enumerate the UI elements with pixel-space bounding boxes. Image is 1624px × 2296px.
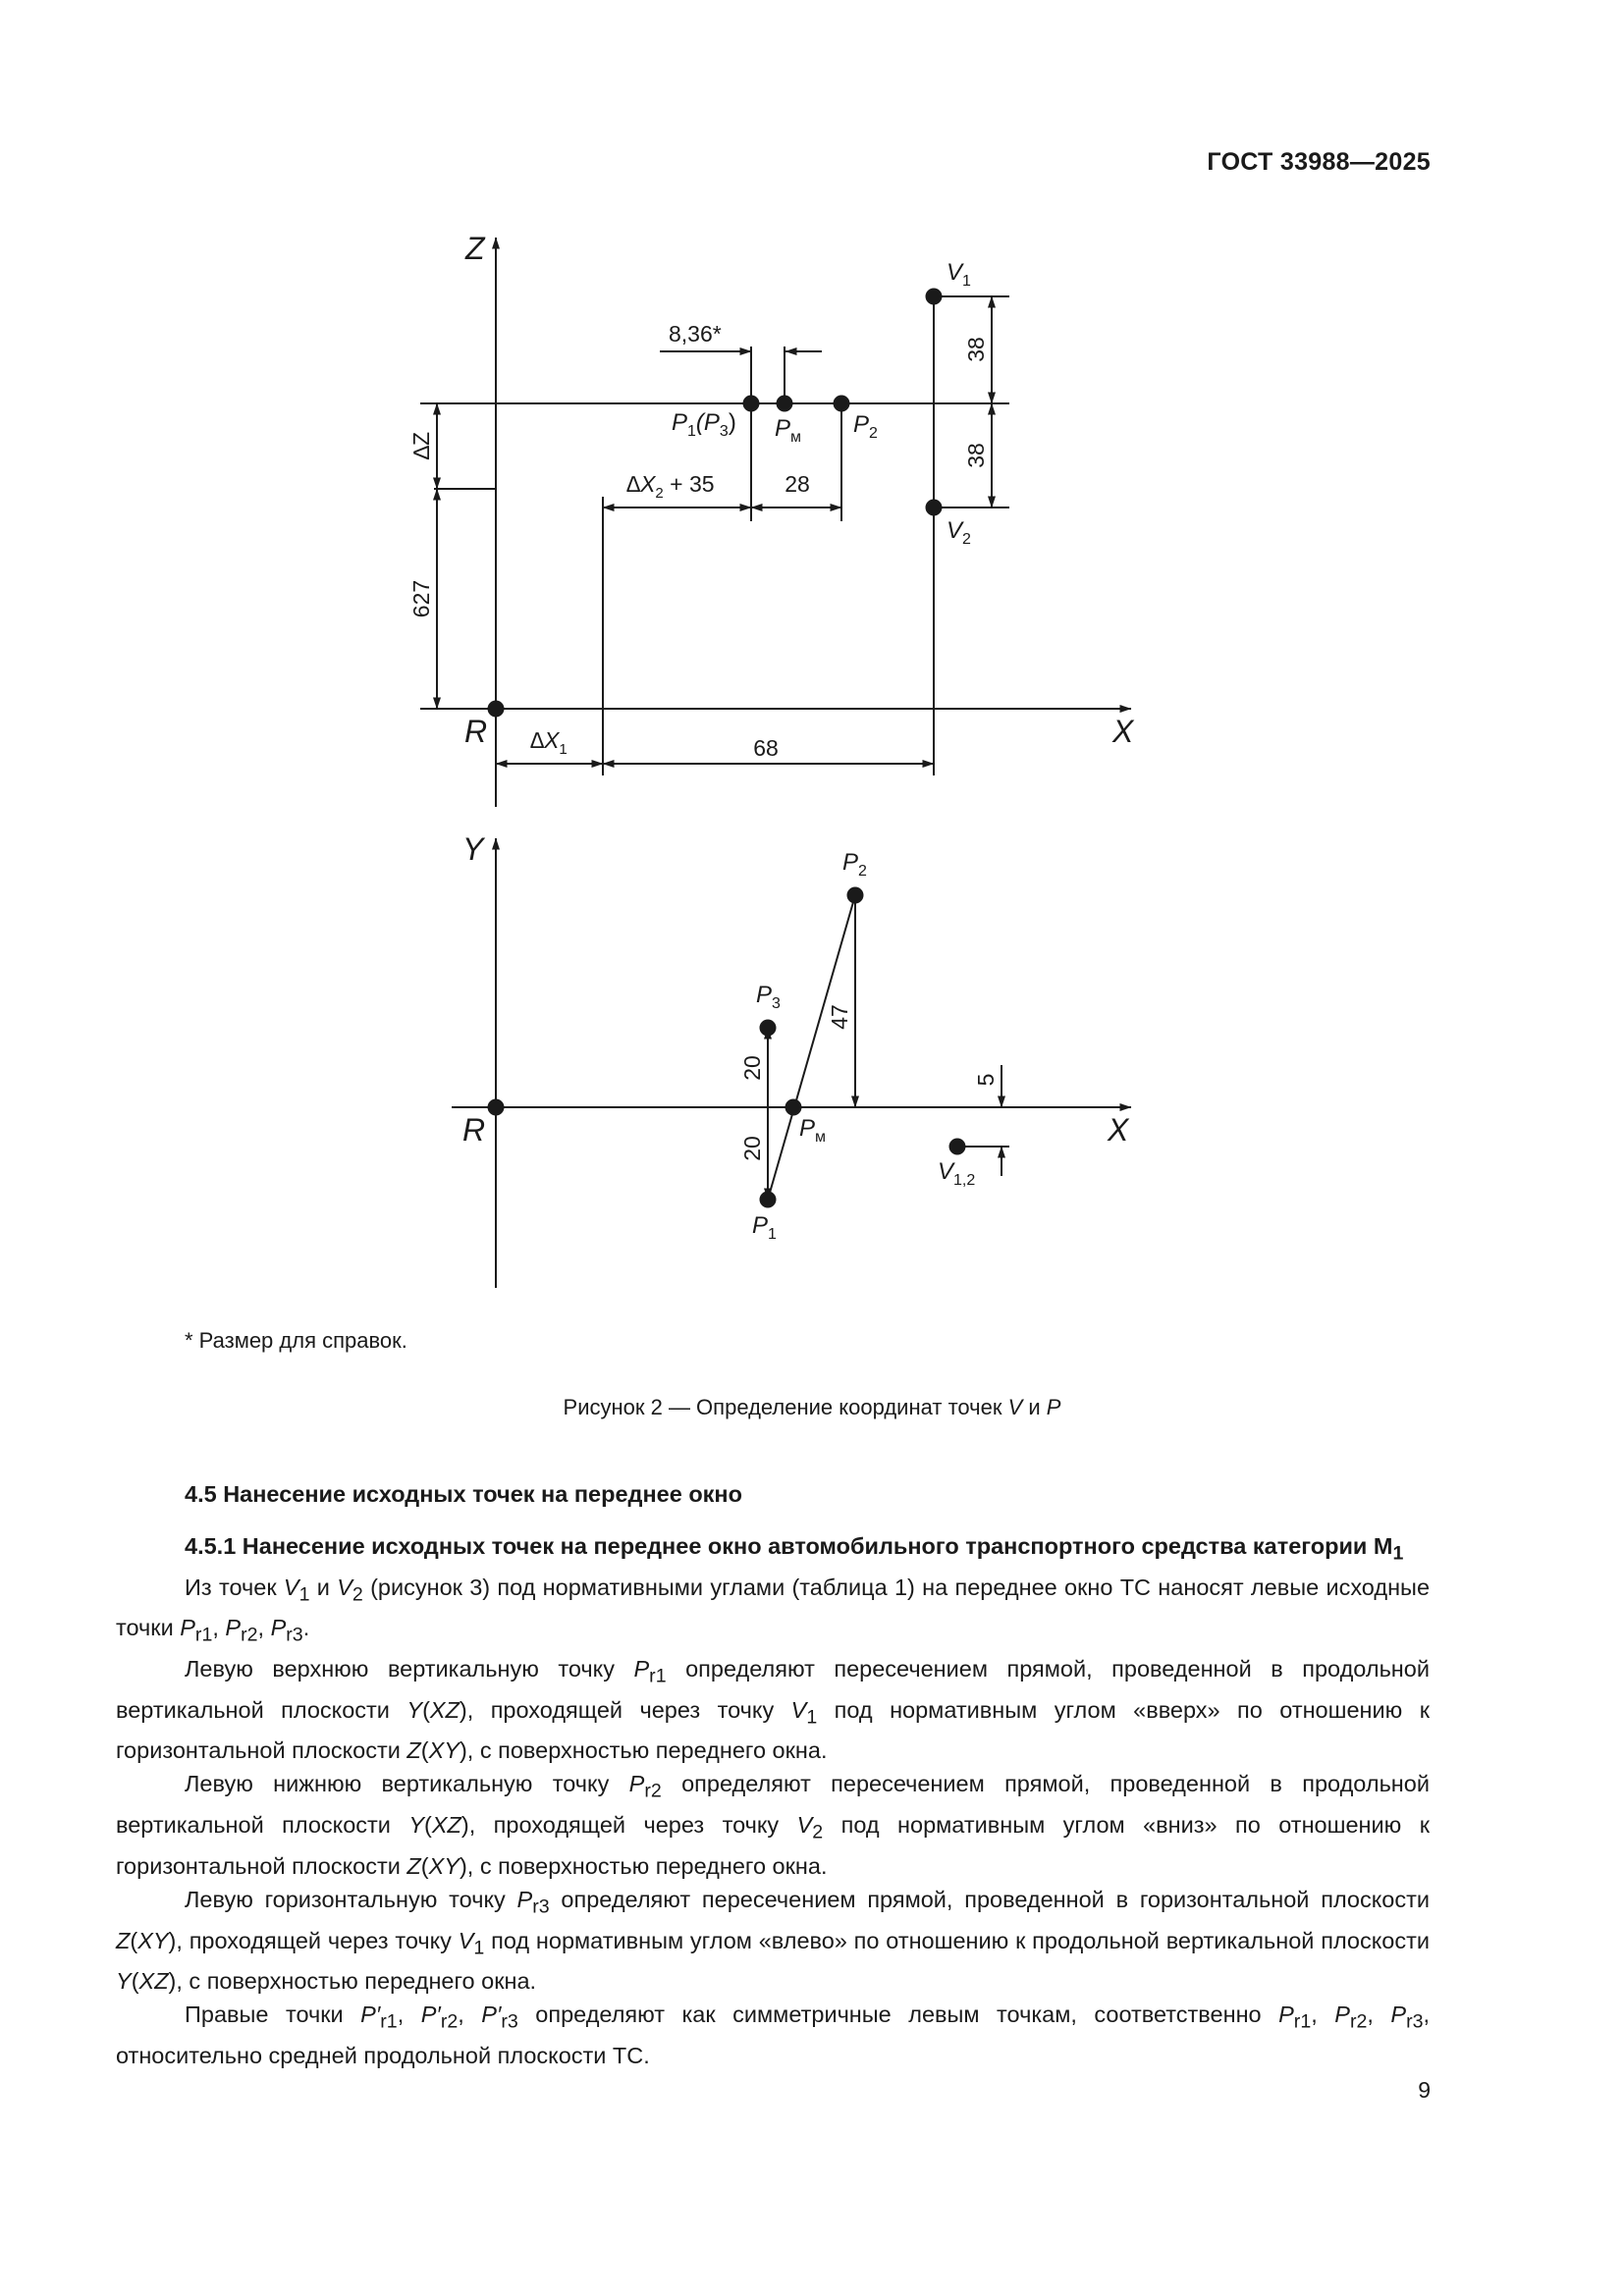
paragraph-3 — [116, 1767, 1430, 1882]
text-run: . — [302, 1615, 310, 1641]
dim-delta-x2: $\Delta X_2 + 35$ — [626, 471, 715, 502]
label-z: Z — [465, 231, 485, 266]
symbol: Z — [406, 1737, 421, 1764]
symbol: XZ — [138, 1968, 169, 1995]
text-run: (рисунок 3) под нормативными углами (таблица 1) на переднее окно ТС наносят левые исходные точки — [116, 1574, 1431, 1641]
subscript: r3 — [286, 1625, 303, 1647]
symbol: P′ — [420, 2002, 441, 2028]
symbol: P′ — [481, 2002, 502, 2028]
point-p2 — [834, 396, 850, 412]
label-pm: $P_м$ — [775, 415, 802, 446]
text-run: ( — [420, 1852, 429, 1879]
text-run: , — [257, 1615, 271, 1641]
paragraph-5 — [116, 1998, 1430, 2072]
section-4-5-1-heading: 4.5.1 Нанесение исходных точек на переднее окно автомобильного транспортного средства категории $M_1$ — [185, 1533, 1404, 1565]
symbol: XY — [428, 1737, 460, 1764]
paragraph-2 — [116, 1652, 1430, 1767]
symbol: Y — [408, 1812, 425, 1839]
text-run: ), с поверхностью переднего окна. — [459, 1852, 828, 1879]
dim-5: 5 — [973, 1073, 999, 1087]
symbol: V — [458, 1927, 474, 1953]
dim-delta-x1: $\Delta X_1$ — [530, 727, 568, 758]
text-run: , — [1367, 2002, 1391, 2028]
point-pm-b — [785, 1099, 802, 1116]
page-number: 9 — [1418, 2077, 1431, 2103]
subscript: r3 — [532, 1896, 550, 1918]
point-pm — [777, 396, 793, 412]
symbol: P — [1334, 2002, 1350, 2028]
text-run: , — [397, 2002, 421, 2028]
label-p2-b: $P_2$ — [842, 849, 867, 880]
text-run: определяют пересечением прямой, проведенной в продольной вертикальной плоскости — [116, 1771, 1430, 1839]
label-x-bottom: X — [1108, 1112, 1129, 1148]
subscript: 1 — [298, 1583, 310, 1606]
text-run: и — [309, 1574, 338, 1600]
subscript: r3 — [1406, 2010, 1424, 2033]
section-4-5-1-body — [116, 1529, 1430, 2072]
text-run: Левую нижнюю вертикальную точку — [185, 1771, 629, 1797]
figure-footnote: * Размер для справок. — [185, 1328, 407, 1353]
subscript: 2 — [352, 1583, 363, 1606]
text-run: Правые точки — [185, 2002, 361, 2028]
symbol: P — [225, 1615, 242, 1641]
label-v2: $V_2$ — [947, 517, 971, 548]
symbol: XZ — [429, 1696, 460, 1723]
symbol: P — [270, 1615, 287, 1641]
dim-20-bottom: 20 — [739, 1136, 765, 1161]
text-run: определяют как симметричные левым точкам, соответственно — [517, 2002, 1279, 2028]
text-run: ), проходящей через точку — [168, 1927, 459, 1953]
point-p3-b — [760, 1020, 777, 1037]
point-v1 — [926, 289, 943, 305]
text-run: Левую верхнюю вертикальную точку — [185, 1656, 634, 1682]
point-p1 — [743, 396, 760, 412]
symbol: XY — [428, 1852, 460, 1879]
text-run: , относительно средней продольной плоскости ТС. — [116, 2002, 1431, 2068]
label-v12: $V_{1,2}$ — [938, 1158, 976, 1189]
text-run: , — [458, 2002, 482, 2028]
text-run: ( — [131, 1968, 139, 1995]
text-run: ( — [424, 1812, 432, 1839]
document-id: ГОСТ 33988—2025 — [1207, 148, 1431, 176]
text-run: , — [1311, 2002, 1335, 2028]
text-run: ), проходящей через точку — [460, 1812, 797, 1839]
dim-38-bottom: 38 — [963, 443, 989, 468]
symbol: V — [796, 1812, 813, 1839]
dim-627: 627 — [408, 579, 434, 618]
text-run: Левую горизонтальную точку — [185, 1886, 517, 1912]
subscript: r2 — [241, 1625, 258, 1647]
symbol: P — [1390, 2002, 1407, 2028]
label-p1-p3: $P_1(P_3)$ — [672, 409, 736, 440]
symbol: XY — [137, 1927, 169, 1953]
symbol: P — [516, 1886, 533, 1912]
text-run: под нормативным углом «вниз» по отношению к горизонтальной плоскости — [116, 1812, 1430, 1879]
text-run: ), с поверхностью переднего окна. — [459, 1737, 828, 1764]
symbol: P — [1278, 2002, 1294, 2028]
label-p2: $P_2$ — [853, 411, 878, 442]
subscript: r2 — [1349, 2010, 1368, 2033]
symbol: Y — [116, 1968, 132, 1995]
symbol: Z — [116, 1927, 131, 1953]
point-v12 — [949, 1139, 966, 1155]
text-run: под нормативным углом «вверх» по отношению к горизонтальной плоскости — [116, 1696, 1430, 1764]
text-run: под нормативным углом «влево» по отношению к продольной вертикальной плоскости — [484, 1927, 1430, 1953]
symbol: P — [633, 1656, 650, 1682]
figure-caption: Рисунок 2 — Определение координат точек V и P — [563, 1395, 1061, 1419]
dim-836: 8,36* — [669, 321, 722, 347]
label-p1-b: $P_1$ — [752, 1212, 777, 1243]
symbol: V — [790, 1696, 807, 1723]
dim-20-top: 20 — [739, 1055, 765, 1081]
label-p3-b: $P_3$ — [756, 982, 781, 1012]
subscript: r1 — [1293, 2010, 1312, 2033]
symbol: XZ — [431, 1812, 461, 1839]
subscript: r2 — [440, 2010, 459, 2033]
text-run: ), проходящей через точку — [459, 1696, 791, 1723]
symbol: P′ — [360, 2002, 381, 2028]
paragraph-1 — [116, 1571, 1430, 1652]
dim-68: 68 — [753, 735, 779, 761]
point-r-bottom — [488, 1099, 505, 1116]
label-r-bottom: R — [462, 1112, 486, 1148]
subscript: r1 — [380, 2010, 398, 2033]
point-p2-b — [847, 887, 864, 904]
text-run: ( — [420, 1737, 429, 1764]
symbol: Z — [406, 1852, 421, 1879]
subscript: r1 — [194, 1625, 213, 1647]
dim-47: 47 — [827, 1004, 852, 1030]
text-run: определяют пересечением прямой, проведенной в горизонтальной плоскости — [549, 1886, 1430, 1912]
text-run: Из точек — [185, 1574, 284, 1600]
dim-delta-z: ∆Z — [408, 431, 434, 460]
section-4-5-heading: 4.5 Нанесение исходных точек на переднее окно — [185, 1481, 742, 1507]
symbol: V — [283, 1574, 299, 1600]
label-x-top: X — [1112, 714, 1134, 749]
subscript: 1 — [806, 1706, 818, 1729]
subscript: r1 — [649, 1665, 667, 1687]
subscript: 1 — [473, 1937, 485, 1959]
symbol: P — [180, 1615, 195, 1641]
label-v1: $V_1$ — [947, 259, 971, 290]
dim-38-top: 38 — [963, 337, 989, 362]
point-p1-b — [760, 1192, 777, 1208]
point-v2 — [926, 500, 943, 516]
subscript: r2 — [644, 1781, 662, 1803]
paragraph-4 — [116, 1883, 1430, 1998]
label-y: Y — [462, 831, 484, 867]
point-r-top — [488, 701, 505, 718]
symbol: P — [628, 1771, 645, 1797]
dim-28: 28 — [785, 471, 810, 497]
text-run: ( — [422, 1696, 430, 1723]
label-r-top: R — [464, 714, 488, 749]
symbol: V — [337, 1574, 352, 1600]
text-run: определяют пересечением прямой, проведенной в продольной вертикальной плоскости — [116, 1656, 1430, 1723]
text-run: ( — [130, 1927, 138, 1953]
subscript: r3 — [501, 2010, 518, 2033]
symbol: Y — [406, 1696, 423, 1723]
text-run: ), с поверхностью переднего окна. — [168, 1968, 537, 1995]
label-pm-b: $P_м$ — [799, 1115, 827, 1146]
p1-p2-line — [768, 895, 855, 1200]
subscript: 2 — [812, 1821, 824, 1843]
text-run: , — [212, 1615, 226, 1641]
